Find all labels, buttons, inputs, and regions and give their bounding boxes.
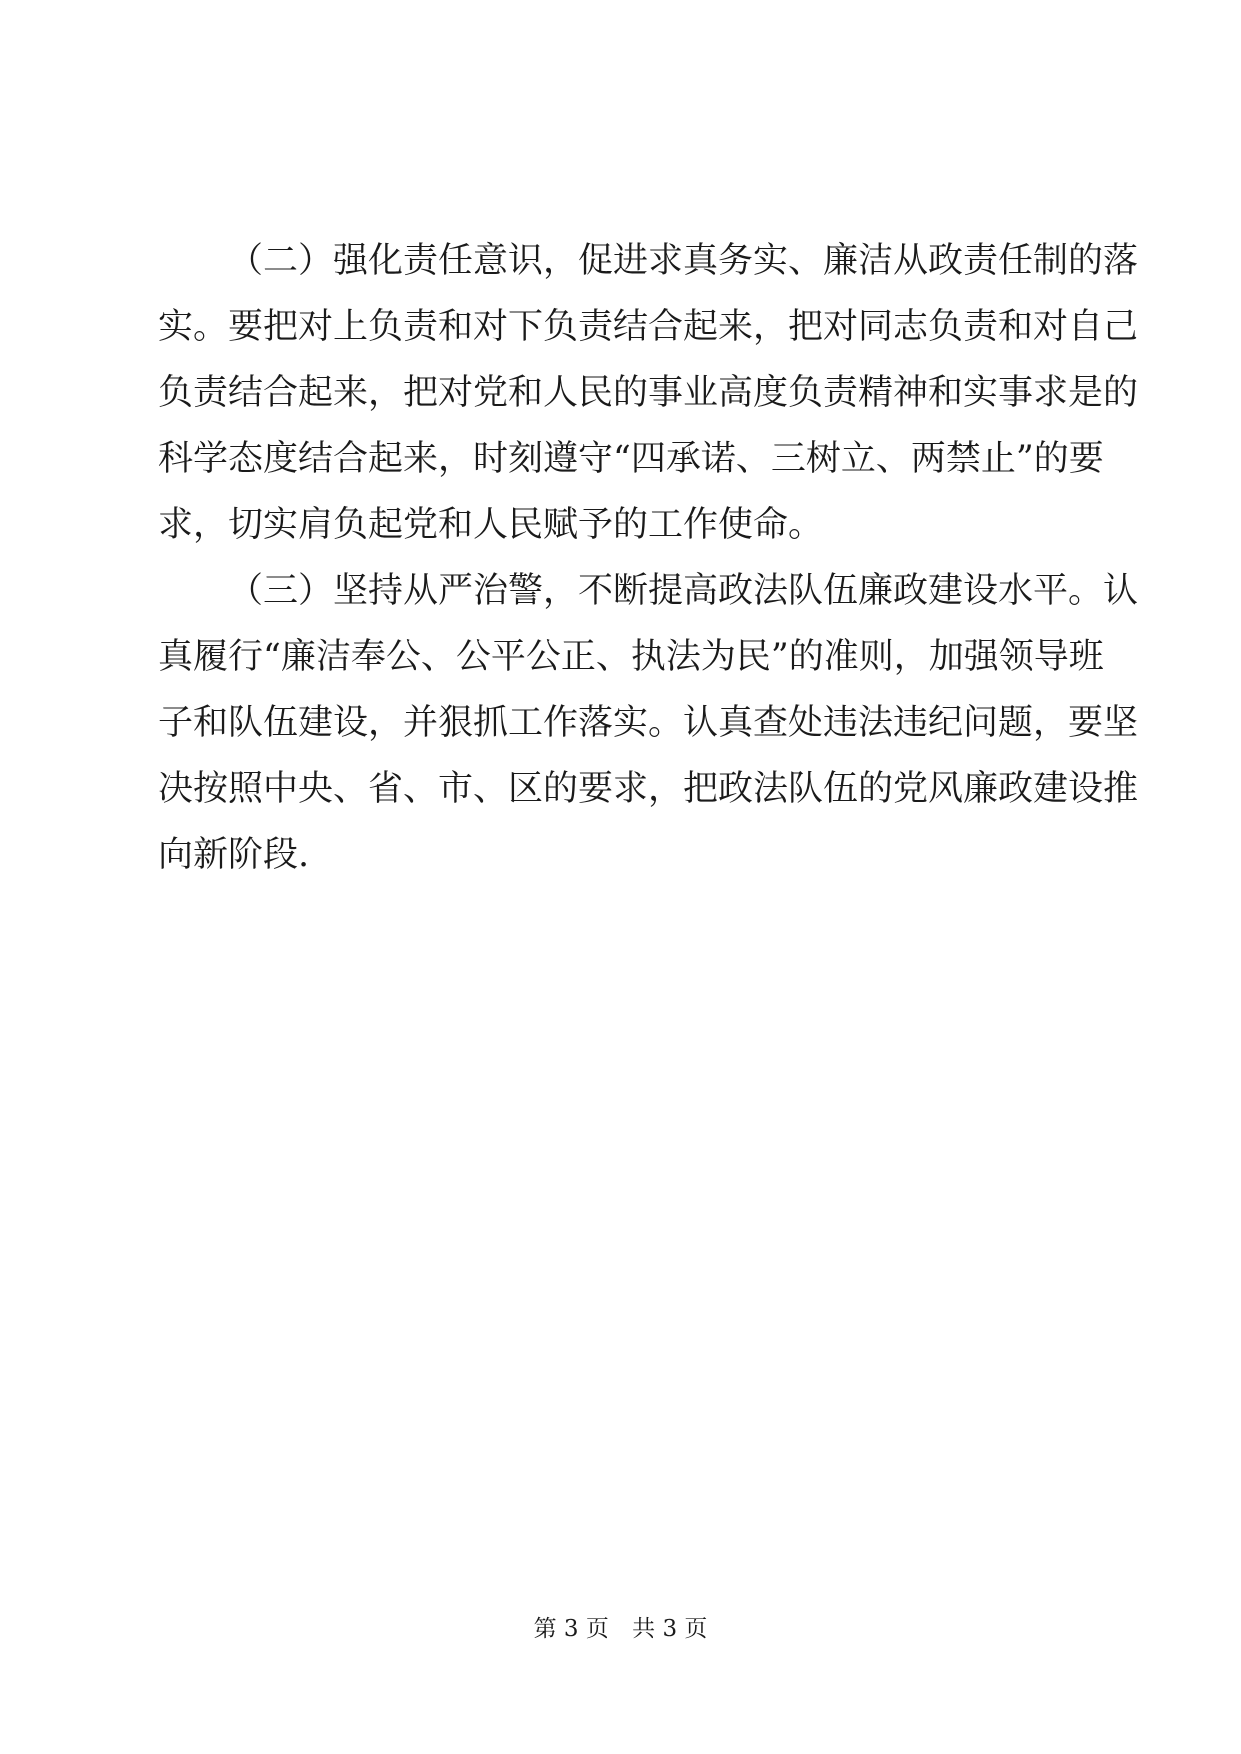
paragraph-2-line-5: 求，切实肩负起党和人民赋予的工作使命。 — [158, 505, 824, 545]
paragraph-2-line-1: （二）强化责任意识，促进求真务实、廉洁从政责任制的落 — [228, 241, 1139, 281]
paragraph-2-line-4: 科学态度结合起来，时刻遵守“四承诺、三树立、两禁止”的要 — [158, 439, 1104, 479]
page-number-current: 第 3 页 — [533, 1616, 609, 1642]
paragraph-2-line-2: 实。要把对上负责和对下负责结合起来，把对同志负责和对自己 — [158, 307, 1139, 347]
page-number-total: 共 3 页 — [632, 1616, 708, 1642]
page-footer — [0, 1614, 1241, 1644]
paragraph-3-line-4: 决按照中央、省、市、区的要求，把政法队伍的党风廉政建设推 — [158, 769, 1139, 809]
paragraph-3-line-5: 向新阶段. — [158, 835, 310, 875]
document-body — [158, 228, 1139, 888]
paragraph-3-line-2: 真履行“廉洁奉公、公平公正、执法为民”的准则，加强领导班 — [158, 637, 1104, 677]
paragraph-3-line-3: 子和队伍建设，并狠抓工作落实。认真查处违法违纪问题，要坚 — [158, 703, 1139, 743]
paragraph-2-line-3: 负责结合起来，把对党和人民的事业高度负责精神和实事求是的 — [158, 373, 1139, 413]
paragraph-3-line-1: （三）坚持从严治警，不断提高政法队伍廉政建设水平。认 — [228, 571, 1139, 611]
